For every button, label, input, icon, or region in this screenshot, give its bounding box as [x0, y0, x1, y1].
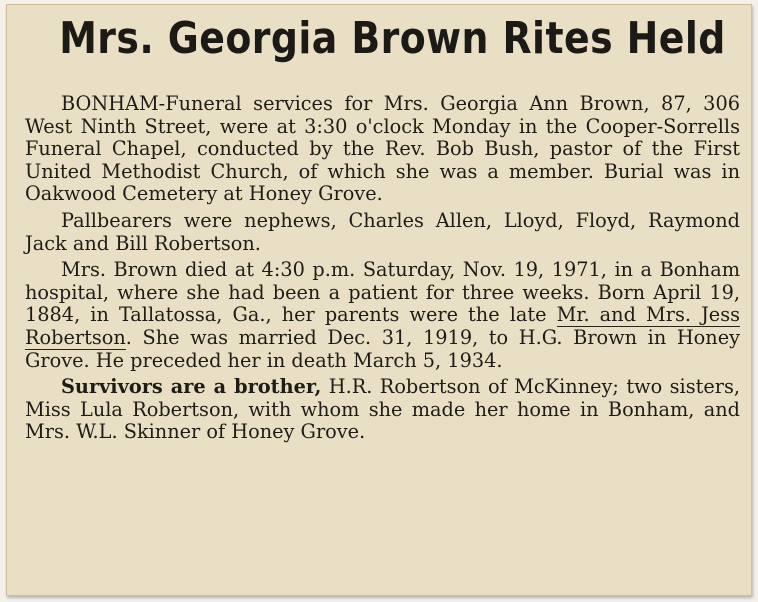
paragraph-services: BONHAM-Funeral services for Mrs. Georgia Ann Brown, 87, 306 West Ninth Street, were at 3:30 o'clock Monday in the Cooper-Sorrells Funeral Chapel, conducted by the Rev. Bob Bush, pastor of the First United Methodist Church, of which she was a member. Burial was in Oakwood Cemetery at Honey Grove. — [25, 92, 740, 206]
parents-names: Mr. and Mrs. Jess Robertson — [25, 303, 740, 349]
article-body — [25, 93, 740, 448]
paragraph-death — [25, 259, 740, 372]
death-text-a: Mrs. Brown died at 4:30 p.m. Saturday, Nov. 19, 1971, in a Bonham hospital, where she had been a patient for three weeks. Born April 19, 1884, in Tallatossa, Ga., her parents were the late — [25, 258, 740, 327]
paragraph-survivors — [25, 376, 740, 444]
newspaper-clipping — [6, 4, 752, 596]
survivors-text: H.R. Robertson of McKinney; two sisters, Miss Lula Robertson, with whom she made her home in Bonham, and Mrs. W.L. Skinner of Honey Grove. — [25, 375, 741, 444]
death-text-b: . She was married Dec. 31, 1919, to H.G. Brown in Honey Grove. He preceded her in death March 5, 1934. — [25, 325, 740, 372]
headline: Mrs. Georgia Brown Rites Held — [59, 13, 726, 64]
survivors-lead: Survivors are a brother, — [61, 375, 322, 399]
paragraph-pallbearers: Pallbearers were nephews, Charles Allen, Lloyd, Floyd, Raymond Jack and Bill Robertson. — [25, 208, 740, 255]
